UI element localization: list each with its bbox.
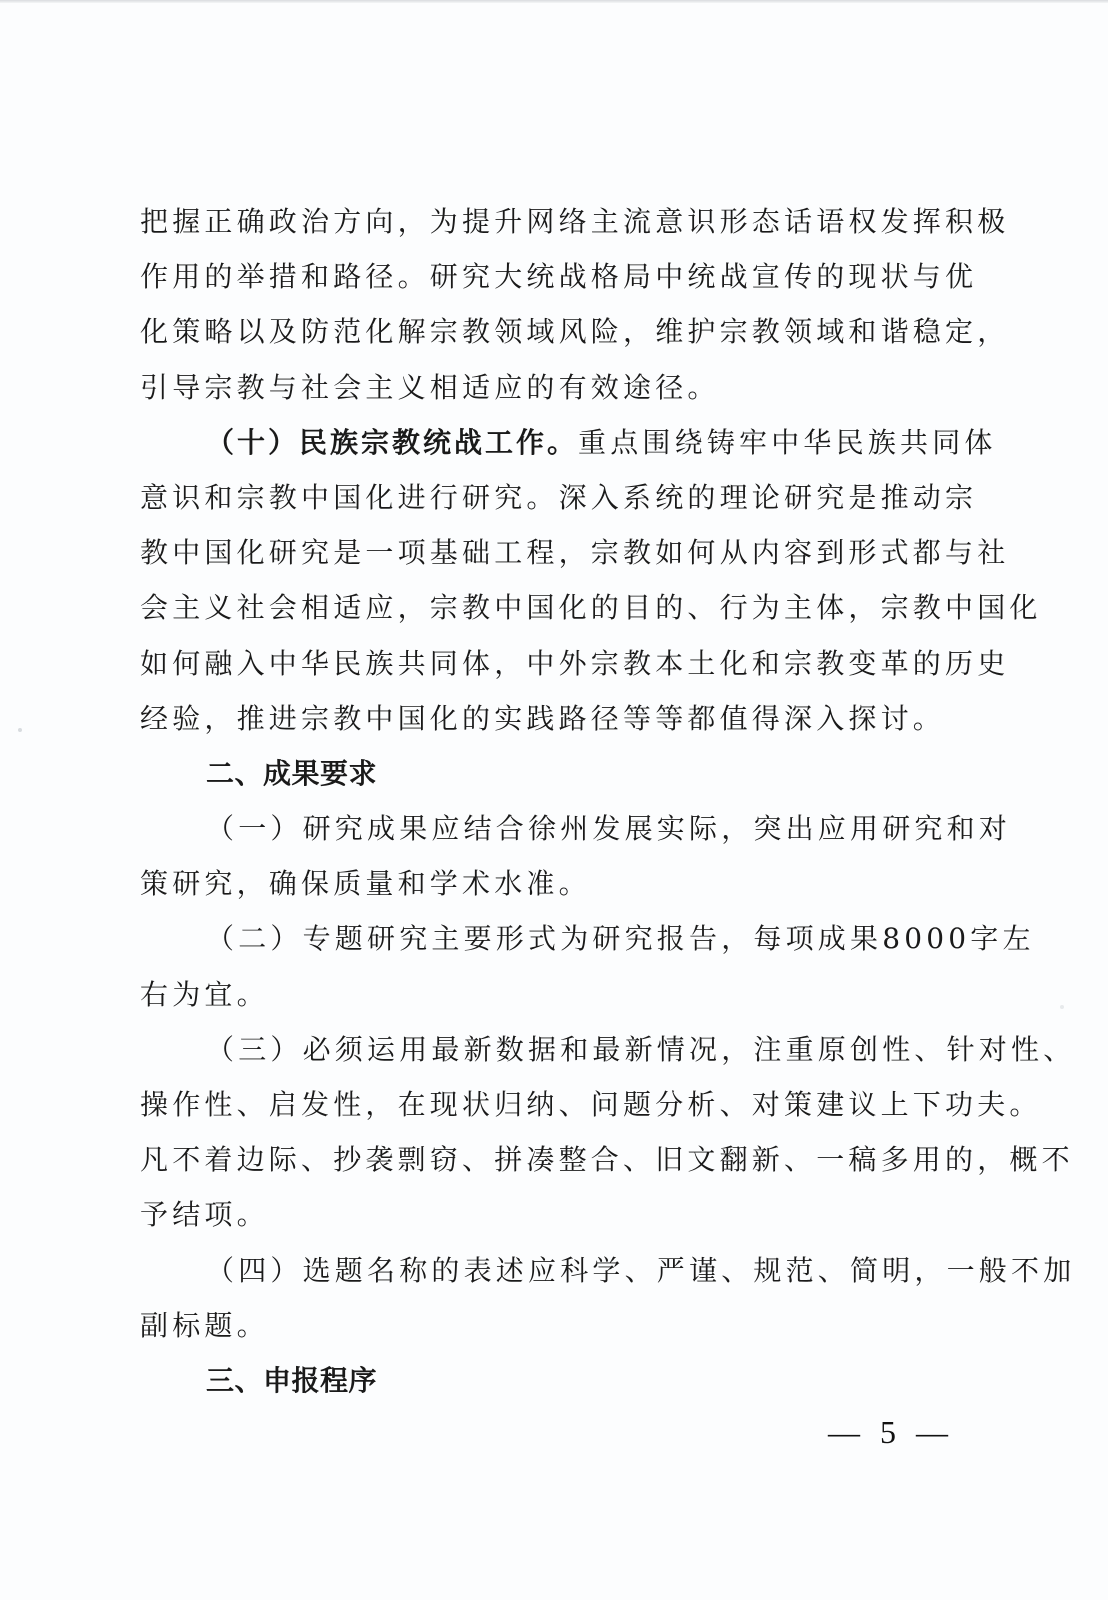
section-heading-results-requirements: 二、成果要求: [206, 756, 378, 790]
section-heading-application-procedure: 三、申报程序: [206, 1363, 378, 1397]
scan-top-edge: [0, 0, 1108, 3]
body-line: 教中国化研究是一项基础工程，宗教如何从内容到形式都与社: [140, 536, 1010, 570]
scan-speck: [1060, 1005, 1064, 1009]
body-line: 右为宜。: [140, 977, 269, 1011]
page-number: — 5 —: [828, 1414, 954, 1450]
body-line: 策研究，确保质量和学术水准。: [140, 867, 591, 901]
body-line: 经验，推进宗教中国化的实践路径等等都值得深入探讨。: [140, 701, 946, 735]
body-line: 把握正确政治方向，为提升网络主流意识形态话语权发挥积极: [140, 205, 1010, 238]
document-body: [140, 194, 1076, 1408]
requirement-two-first-line: （二）专题研究主要形式为研究报告，每项成果8000字左: [206, 922, 1035, 956]
body-line: 凡不着边际、抄袭剽窃、拼凑整合、旧文翻新、一稿多用的，概不: [140, 1143, 1074, 1177]
scan-speck: [18, 728, 22, 732]
body-line: 予结项。: [140, 1198, 269, 1232]
paragraph-ten-first-line: [140, 415, 997, 470]
requirement-three-first-line: （三）必须运用最新数据和最新情况，注重原创性、针对性、: [206, 1032, 1076, 1066]
body-line: 作用的举措和路径。研究大统战格局中统战宣传的现状与优: [140, 260, 978, 294]
body-line: 化策略以及防范化解宗教领域风险，维护宗教领域和谐稳定，: [140, 315, 1010, 349]
body-line: 会主义社会相适应，宗教中国化的目的、行为主体，宗教中国化: [140, 591, 1042, 625]
requirement-four-first-line: （四）选题名称的表述应科学、严谨、规范、简明，一般不加: [206, 1253, 1076, 1287]
requirement-one-first-line: （一）研究成果应结合徐州发展实际，突出应用研究和对: [206, 812, 1012, 846]
body-line: 操作性、启发性，在现状归纳、问题分析、对策建议上下功夫。: [140, 1088, 1042, 1121]
body-line: 意识和宗教中国化进行研究。深入系统的理论研究是推动宗: [140, 480, 978, 514]
section-ten-title: （十）民族宗教统战工作。: [206, 425, 579, 459]
body-line: 副标题。: [140, 1308, 269, 1342]
body-line: 如何融入中华民族共同体，中外宗教本土化和宗教变革的历史: [140, 646, 1010, 680]
body-line: 引导宗教与社会主义相适应的有效途径。: [140, 370, 720, 404]
section-ten-text: 重点围绕铸牢中华民族共同体: [578, 425, 997, 459]
